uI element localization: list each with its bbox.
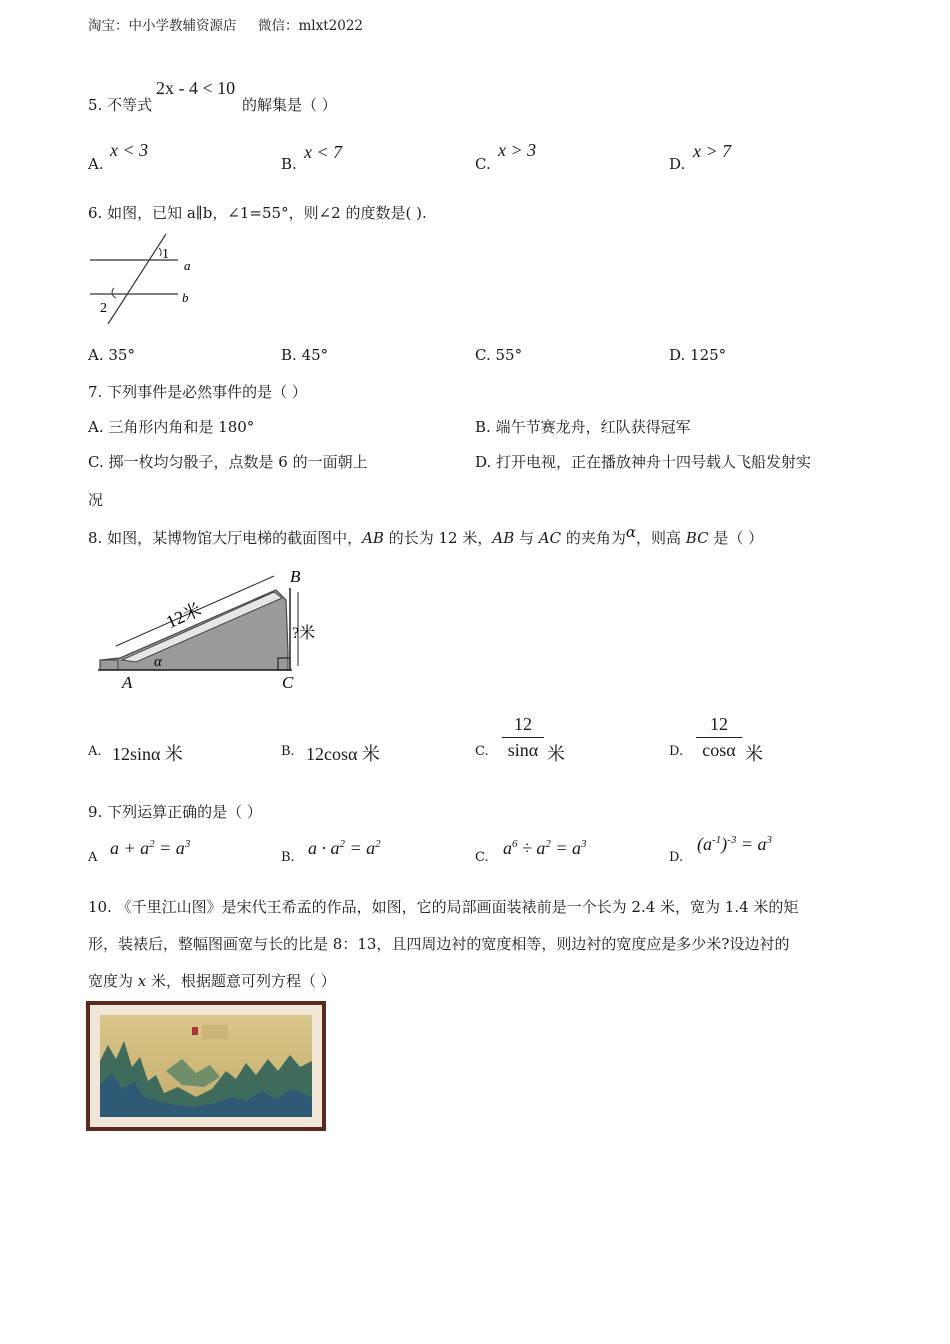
q7-option-a: A. 三角形内角和是 180° <box>88 418 255 436</box>
q5-tail: 的解集是（ ） <box>242 96 337 114</box>
q7-stem: 7. 下列事件是必然事件的是（ ） <box>88 383 307 401</box>
angle2-arc <box>112 288 116 298</box>
q5-option-a-label: A. <box>88 155 104 173</box>
q5-option-c-label: C. <box>475 155 491 173</box>
q5-number: 5. 不等式 <box>88 96 153 114</box>
angle2-label: 2 <box>100 301 107 316</box>
q6-option-b: B. 45° <box>281 346 329 364</box>
q8-option-b-label: B. <box>281 744 295 759</box>
landscape-painting-image <box>86 1001 326 1131</box>
q6-option-c: C. 55° <box>475 346 523 364</box>
q6-option-d: D. 125° <box>669 346 727 364</box>
point-b-label: B <box>290 567 301 586</box>
header-wechat: 微信：mlxt2022 <box>258 18 364 34</box>
q9-option-b-label: B. <box>281 850 295 865</box>
header-shop: 淘宝：中小学教辅资源店 <box>88 18 237 34</box>
q6-option-a: A. 35° <box>88 346 135 364</box>
q8-option-a: 12sinα 米 <box>112 744 183 764</box>
transversal-line <box>108 234 166 324</box>
q8-option-c-fraction: $\frac{12}{\sin\alpha}$ <box>502 714 544 761</box>
q5-option-b-label: B. <box>281 155 297 173</box>
q7-option-c: C. 掷一枚均匀骰子，点数是 6 的一面朝上 <box>88 453 368 471</box>
q7-option-b: B. 端午节赛龙舟，红队获得冠军 <box>475 418 691 436</box>
line-a-label: a <box>184 258 191 273</box>
q10-line3: 宽度为 x 米，根据题意可列方程（ ） <box>88 972 336 990</box>
q9-option-c-label: C. <box>475 850 489 865</box>
q8-option-d-fraction: $\frac{12}{\cos\alpha}$ <box>696 714 742 761</box>
bc-length-label: ?米 <box>292 625 316 642</box>
q10-line2: 形，装裱后，整幅图画宽与长的比是 8：13，且四周边衬的宽度相等，则边衬的宽度应是多少米?设边衬的 <box>88 935 790 953</box>
q8-option-c-unit: 米 <box>547 744 565 764</box>
q7-option-d-wrap: 况 <box>88 491 104 509</box>
q9-option-c: $a^6 \div a^2 = a^3$ <box>503 838 587 858</box>
q9-option-d-label: D. <box>669 850 684 865</box>
q8-option-b: 12cosα 米 <box>306 744 380 764</box>
q7-option-d: D. 打开电视，正在播放神舟十四号载人飞船发射实 <box>475 453 812 471</box>
q5-option-c: x > 3 <box>498 140 537 160</box>
alpha-label: α <box>154 654 162 670</box>
q5-option-d-label: D. <box>669 155 686 173</box>
q9-option-b: $a \cdot a^2 = a^2$ <box>308 838 381 858</box>
point-a-label: A <box>122 673 133 692</box>
line-b-label: b <box>182 290 189 305</box>
q5-expression: 2x - 4 < 10 <box>156 78 236 98</box>
q8-option-d-label: D. <box>669 744 684 759</box>
q9-option-a: $a + a^2 = a^3$ <box>110 838 191 858</box>
q6-parallel-lines-figure <box>86 232 206 328</box>
q10-line1: 10. 《千里江山图》是宋代王希孟的作品，如图，它的局部画面装裱前是一个长为 2.4 米，宽为 1.4 米的矩 <box>88 898 799 916</box>
q9-option-a-label: A <box>88 850 98 865</box>
q5-option-b: x < 7 <box>304 142 343 162</box>
angle1-arc <box>159 248 161 256</box>
q9-stem: 9. 下列运算正确的是（ ） <box>88 803 262 821</box>
point-c-label: C <box>282 673 294 692</box>
ab-length-label: 12米 <box>163 599 205 633</box>
angle1-label: 1 <box>162 247 169 262</box>
q5-option-a: x < 3 <box>110 140 149 160</box>
q8-option-d-unit: 米 <box>745 744 763 764</box>
q9-option-d: $(a^{-1})^{-3} = a^3$ <box>697 834 772 854</box>
q8-escalator-figure <box>96 560 336 696</box>
q5-option-d: x > 7 <box>693 141 732 161</box>
q8-option-a-label: A. <box>88 744 102 759</box>
q8-stem: 8. 如图，某博物馆大厅电梯的截面图中，AB 的长为 12 米，AB 与 AC 的夹角为$^\alpha$，则高 BC 是（ ） <box>88 523 764 547</box>
q8-option-c-label: C. <box>475 744 489 759</box>
q6-stem: 6. 如图，已知 a∥b，∠1=55°，则∠2 的度数是( ). <box>88 204 427 222</box>
